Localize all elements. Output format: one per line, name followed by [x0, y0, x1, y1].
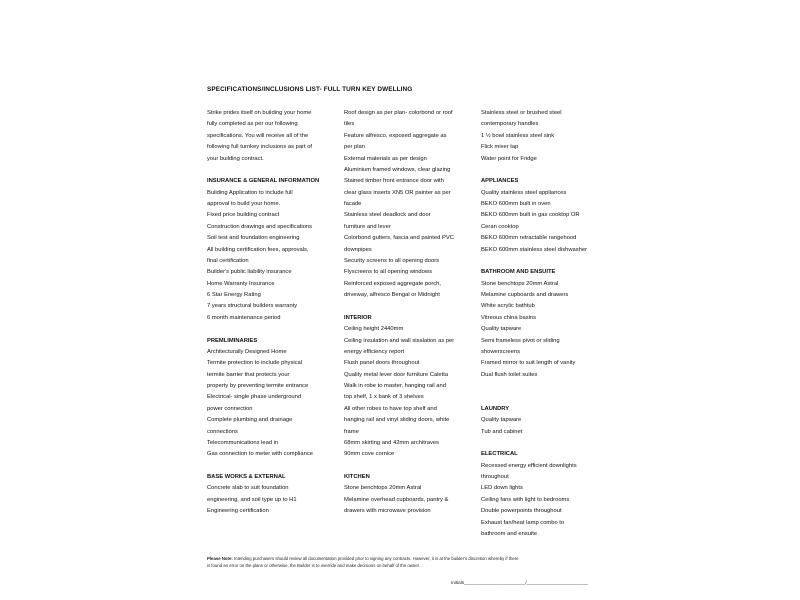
spec-line: Recessed energy efficient downlights	[481, 462, 577, 469]
spec-line: Aluminium framed windows, clear glazing	[344, 166, 451, 173]
spec-line: BEKO 600mm stainless steel dishwasher	[481, 246, 587, 253]
spec-line: Semi frameless pivot or sliding	[481, 337, 560, 344]
note-label: Please Note:	[207, 556, 233, 561]
spec-line: Exhaust fan/heat lamp combo to	[481, 519, 565, 526]
spec-line: Concrete slab to suit foundation	[207, 485, 289, 492]
spec-line: downpipes	[344, 246, 372, 253]
spec-line: Dual flush toilet suites	[481, 371, 538, 378]
spec-line: energy efficiency report	[344, 348, 405, 355]
spec-line: fully completed as per our following	[207, 121, 298, 128]
spec-line: hanging rail and vinyl sliding doors, white	[344, 417, 450, 424]
spec-line: following full turnkey inclusions as part of	[207, 144, 313, 151]
spec-line: Water point for Fridge	[481, 155, 537, 162]
spec-line: final certification	[207, 257, 249, 264]
spec-line: Quality tapware	[481, 326, 522, 333]
spec-line: All building certification fees, approvals,	[207, 246, 309, 253]
spec-line: BEKO 600mm retractable rangehood	[481, 235, 577, 242]
spec-line: Roof design as per plan- colorbond or roof	[344, 110, 453, 116]
note-line-2: is found an error on the plans or otherwise, the Builder is to override and make decisions on behalf of the owner.	[207, 562, 421, 568]
spec-line: Stainless steel deadlock and door	[344, 212, 431, 219]
section-heading: APPLIANCES	[481, 178, 519, 185]
spec-line: Engineering certification	[207, 508, 269, 515]
spec-line: bathroom and ensuite	[481, 530, 538, 537]
spacer	[481, 165, 611, 176]
spec-line: Melamine overhead cupboards, pantry &	[344, 496, 449, 503]
spec-line: Flush panel doors throughout	[344, 360, 420, 367]
spec-line: per plan	[344, 144, 365, 151]
spec-line: 7 years structural builders warranty	[207, 303, 298, 310]
spec-line: driveway, alfresco Bengal or Midnight	[344, 292, 440, 298]
section-heading: KITCHEN	[344, 474, 370, 480]
spec-line: Soil test and foundation engineering	[207, 235, 300, 242]
spec-line: throughout	[481, 474, 509, 480]
initials-line: Initials________________________/________________________	[451, 580, 588, 585]
spacer	[344, 461, 474, 472]
spec-line: 6 month maintenance period	[207, 314, 281, 321]
spec-line: Stained timber front entrance door with	[344, 178, 444, 185]
spec-line: All other robes to have top shelf and	[344, 405, 437, 412]
spec-line: Complete plumbing and drainage	[207, 417, 293, 424]
spec-line: Tub and cabinet	[481, 428, 523, 435]
spec-line: engineering, and soil type up to H1	[207, 496, 297, 503]
spec-line: Melamine cupboards and drawers	[481, 292, 569, 298]
spec-line: Double powerpoints throughout	[481, 508, 562, 515]
spec-line: Walk in robe to master, hanging rail and	[344, 383, 446, 389]
spec-line: termite barrier that protects your	[207, 371, 290, 378]
spec-line: tiles	[344, 121, 355, 128]
spec-line: 68mm skirting and 42mm architraves	[344, 439, 440, 446]
spec-line: Security screens to all opening doors	[344, 257, 440, 264]
spec-line: property by preventing termite entrance	[207, 383, 309, 389]
spec-line: frame	[344, 428, 359, 435]
spec-line: Feature alfresco, exposed aggregate as	[344, 132, 447, 139]
spec-line: LED down lights	[481, 485, 523, 492]
spec-line: Flyscreens to all opening windows	[344, 269, 432, 276]
spec-line: Stainless steel or brushed steel	[481, 110, 562, 116]
spec-line: Stone benchtops 20mm Astral	[481, 280, 559, 287]
spec-line: Building Application to include full	[207, 189, 293, 196]
spec-line: furniture and lever	[344, 223, 391, 230]
spec-column-3	[481, 108, 611, 540]
spec-column-1	[207, 108, 337, 518]
spacer	[207, 461, 337, 472]
note-line-1: Intending purchasers should review all documentation provided prior to signing any contracts. However, it is at the builder's discretion whereby if there	[232, 556, 519, 561]
spec-line: Vitreous china basins	[481, 314, 536, 321]
spec-line: Stone benchtops 20mm Astral	[344, 485, 422, 492]
spec-line: 1 ½ bowl stainless steel sink	[481, 132, 555, 139]
spec-line: External materials as per design	[344, 155, 427, 162]
document-title: SPECIFICATIONS/INCLUSIONS LIST- FULL TURN KEY DWELLING	[207, 86, 413, 93]
spec-line: Quality stainless steel appliances	[481, 189, 567, 196]
section-heading: INSURANCE & GENERAL INFORMATION	[207, 178, 320, 185]
spacer	[207, 165, 337, 176]
spec-line: clear glass inserts XN5 OR painter as per	[344, 189, 451, 196]
spec-line: Builder's public liability insurance	[207, 269, 292, 276]
spec-line: Reinforced exposed aggregate porch,	[344, 280, 442, 287]
section-heading: ELECTRICAL	[481, 451, 518, 458]
spec-line: White acrylic bathtub	[481, 303, 535, 310]
please-note	[207, 556, 607, 569]
spec-line: facade	[344, 201, 362, 207]
spec-line: Quality metal lever door furniture Caletta	[344, 371, 449, 378]
spec-line: Framed mirror to suit length of vanity	[481, 360, 576, 367]
spec-line: approval to build your home.	[207, 201, 281, 207]
spec-line: Colorbond gutters, fascia and painted PVC	[344, 235, 454, 242]
spacer	[481, 381, 611, 392]
spec-line: your building contract.	[207, 155, 264, 162]
spec-line: Ceiling height 2440mm	[344, 326, 404, 333]
spec-line: Electrical- single phase underground	[207, 394, 302, 401]
spec-line: connections	[207, 428, 238, 435]
section-heading: PREMLIMINARIES	[207, 337, 258, 344]
section-heading: BASE WORKS & EXTERNAL	[207, 474, 286, 480]
section-heading: BATHROOM AND ENSUITE	[481, 269, 556, 276]
spec-line: power connection	[207, 405, 253, 412]
spacer	[207, 324, 337, 335]
spec-line: Quality tapware	[481, 417, 522, 424]
spec-line: Home Warranty Insurance	[207, 280, 275, 287]
spec-line: Ceiling insulation and wall sisalation as per	[344, 337, 455, 344]
spec-line: Architecturally Designed Home	[207, 348, 287, 355]
section-heading: LAUNDRY	[481, 405, 510, 412]
spec-line: Ceiling fans with light to bedrooms	[481, 496, 570, 503]
spacer	[481, 392, 611, 403]
spec-line: Flick mixer tap	[481, 144, 519, 151]
spacer	[481, 256, 611, 267]
spec-line: Construction drawings and specifications	[207, 223, 313, 230]
spec-line: specifications. You will receive all of the	[207, 132, 309, 139]
section-heading: INTERIOR	[344, 314, 372, 321]
spec-line: 90mm cove cornice	[344, 451, 395, 458]
spacer	[481, 438, 611, 449]
spec-line: Gas connection to meter with compliance	[207, 451, 314, 458]
spec-line: 6 Star Energy Rating	[207, 292, 261, 298]
spec-line: Telecommunications lead in	[207, 439, 279, 446]
spacer	[344, 301, 474, 312]
spec-line: top shelf, 1 x bank of 3 shelves	[344, 394, 424, 401]
spec-line: BEKO 600mm built in gas cooktop OR	[481, 212, 580, 219]
spec-line: Fixed price building contract	[207, 212, 280, 219]
spec-line: drawers with microwave provision	[344, 508, 431, 515]
spec-line: contemporary handles	[481, 121, 539, 128]
spec-line: BEKO 600mm built in oven	[481, 201, 551, 207]
spec-line: showerscreens	[481, 348, 520, 355]
spec-column-2	[344, 108, 474, 518]
spec-line: Ceran cooktop	[481, 223, 519, 230]
spec-line: Termite protection to include physical	[207, 360, 303, 367]
spec-line: Strike prides itself on building your home	[207, 110, 312, 116]
